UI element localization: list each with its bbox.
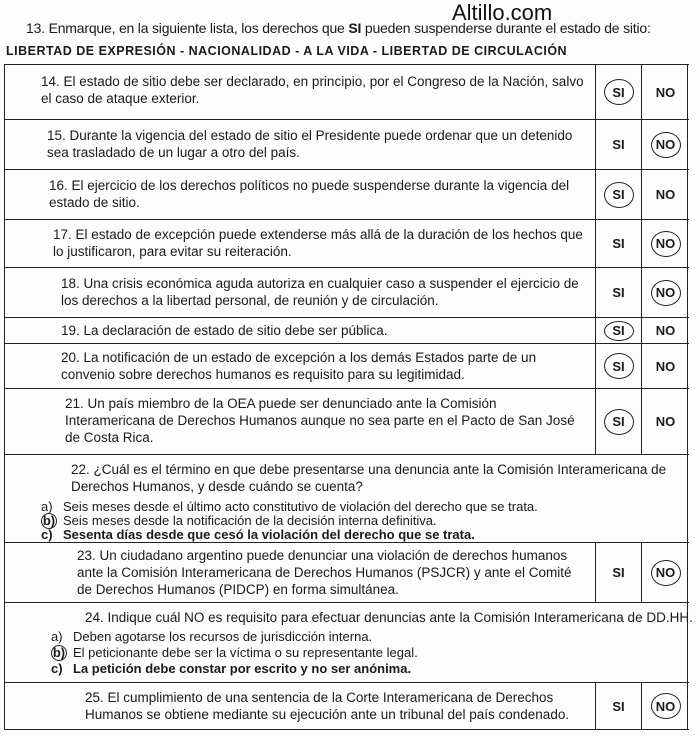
si-label: SI bbox=[612, 698, 625, 714]
si-label: SI bbox=[612, 236, 625, 251]
no-option[interactable] bbox=[641, 65, 689, 119]
no-option[interactable] bbox=[641, 683, 689, 729]
no-label: NO bbox=[651, 132, 681, 158]
option-text: Seis meses desde la notificación de la decisión interna definitiva. bbox=[63, 513, 437, 528]
rights-line: LIBERTAD DE EXPRESIÓN - NACIONALIDAD - A LA VIDA - LIBERTAD DE CIRCULACIÓN bbox=[6, 44, 568, 58]
option-letter: a) bbox=[41, 499, 53, 514]
si-option[interactable] bbox=[595, 318, 641, 343]
question-row-21 bbox=[5, 388, 689, 454]
si-label: SI bbox=[604, 353, 634, 379]
no-option[interactable] bbox=[641, 268, 689, 317]
no-option[interactable] bbox=[641, 543, 689, 602]
question-13 bbox=[26, 20, 700, 36]
option-text: Seis meses desde el último acto constitutivo de violación del derecho que se trata. bbox=[63, 499, 538, 514]
question-text: 17. El estado de excepción puede extenderse más allá de la duración de los hechos que lo justificaron, para evitar su reiteración. bbox=[53, 227, 583, 259]
no-option[interactable] bbox=[641, 318, 689, 343]
option-letter: c) bbox=[51, 661, 63, 676]
no-label: NO bbox=[651, 231, 681, 257]
question-row-14 bbox=[5, 64, 689, 119]
option-letter: b) bbox=[52, 645, 66, 660]
si-option[interactable] bbox=[595, 543, 641, 602]
no-option[interactable] bbox=[641, 389, 689, 454]
si-option[interactable] bbox=[595, 268, 641, 317]
question-row-17 bbox=[5, 219, 689, 267]
question-row-25 bbox=[5, 682, 689, 730]
question-text: 20. La notificación de un estado de excepción a los demás Estados parte de un convenio sobre derechos humanos es requisito para su legitimidad. bbox=[61, 350, 537, 382]
si-option[interactable] bbox=[595, 344, 641, 388]
si-option[interactable] bbox=[595, 683, 641, 729]
question-row-24 bbox=[5, 602, 693, 682]
no-option[interactable] bbox=[641, 120, 689, 169]
question-text: 25. El cumplimiento de una sentencia de la Corte Interamericana de Derechos Humanos se obtiene mediante su ejecución ante un tribunal del país condenado. bbox=[85, 690, 570, 722]
option-b-selected[interactable] bbox=[51, 645, 418, 661]
si-label: SI bbox=[604, 182, 634, 208]
question-text: 21. Un país miembro de la OEA puede ser denunciado ante la Comisión Interamericana de Derechos Humanos aunque no sea parte en el Pacto de San José de Costa Rica. bbox=[65, 396, 575, 445]
question-text: 16. El ejercicio de los derechos políticos no puede suspenderse durante la vigencia del estado de sitio. bbox=[49, 178, 570, 210]
watermark: Altillo.com bbox=[452, 0, 553, 25]
no-label: NO bbox=[655, 187, 676, 202]
si-label: SI bbox=[612, 285, 625, 300]
no-label: NO bbox=[651, 280, 681, 306]
question-text: 15. Durante la vigencia del estado de sitio el Presidente puede ordenar que un detenido sea trasladado de un lugar a otro del país. bbox=[47, 128, 573, 160]
option-letter: a) bbox=[51, 629, 63, 644]
si-label: SI bbox=[604, 409, 634, 435]
no-option[interactable] bbox=[641, 344, 689, 388]
option-c[interactable] bbox=[51, 661, 411, 677]
answer-table bbox=[4, 64, 693, 730]
option-text: Deben agotarse los recursos de jurisdicción interna. bbox=[73, 629, 373, 644]
no-option[interactable] bbox=[641, 170, 689, 219]
no-label: NO bbox=[651, 560, 681, 586]
option-letter: c) bbox=[41, 527, 53, 542]
si-option[interactable] bbox=[595, 170, 641, 219]
option-letter: b) bbox=[42, 513, 56, 528]
option-text: Sesenta días desde que cesó la violación del derecho que se trata. bbox=[63, 527, 475, 542]
question-row-15 bbox=[5, 119, 689, 169]
q13-bold-word: SI bbox=[348, 20, 362, 36]
q13-text-after: pueden suspenderse durante el estado de sitio: bbox=[364, 20, 651, 36]
question-row-22 bbox=[5, 454, 689, 542]
no-label: NO bbox=[655, 323, 676, 338]
question-text: 14. El estado de sitio debe ser declarado, en principio, por el Congreso de la Nación, salvo el caso de ataque exterior. bbox=[41, 74, 584, 106]
question-text: 19. La declaración de estado de sitio debe ser pública. bbox=[61, 323, 388, 338]
si-option[interactable] bbox=[595, 65, 641, 119]
option-text: La petición debe constar por escrito y no ser anónima. bbox=[73, 661, 412, 676]
si-label: SI bbox=[612, 137, 625, 152]
si-option[interactable] bbox=[595, 220, 641, 267]
option-text: El peticionante debe ser la víctima o su representante legal. bbox=[73, 645, 418, 660]
option-a[interactable] bbox=[51, 629, 372, 645]
question-text: 22. ¿Cuál es el término en que debe presentarse una denuncia ante la Comisión Interamericana de Derechos Humanos, y desde cuándo se cuenta? bbox=[71, 462, 667, 494]
question-row-20 bbox=[5, 343, 689, 388]
si-option[interactable] bbox=[595, 389, 641, 454]
no-option[interactable] bbox=[641, 220, 689, 267]
no-label: NO bbox=[655, 414, 676, 429]
question-text: 24. Indique cuál NO es requisito para efectuar denuncias ante la Comisión Interamericana de DD.HH. bbox=[85, 610, 693, 625]
question-row-23 bbox=[5, 542, 689, 602]
si-option[interactable] bbox=[595, 120, 641, 169]
question-row-16 bbox=[5, 169, 689, 219]
si-label: SI bbox=[612, 565, 625, 580]
si-label: SI bbox=[604, 79, 634, 105]
q13-text-before: Enmarque, en la siguiente lista, los derechos que bbox=[48, 20, 345, 36]
question-text: 18. Una crisis económica aguda autoriza en cualquier caso a suspender el ejercicio de los derechos a la libertad personal, de reunión y de circulación. bbox=[61, 276, 579, 308]
question-text: 23. Un ciudadano argentino puede denunciar una violación de derechos humanos ante la Comisión Interamericana de Derechos Humanos (PSJCR) y ante el Comité de Derechos Humanos (PIDCP) en forma simultánea. bbox=[77, 548, 572, 597]
no-label: NO bbox=[651, 693, 681, 719]
question-row-18 bbox=[5, 267, 689, 317]
question-row-19 bbox=[5, 317, 689, 343]
option-c[interactable] bbox=[41, 527, 475, 543]
no-label: NO bbox=[655, 358, 676, 374]
no-label: NO bbox=[655, 84, 676, 100]
si-label: SI bbox=[604, 321, 634, 341]
q13-number: 13. bbox=[26, 20, 45, 36]
